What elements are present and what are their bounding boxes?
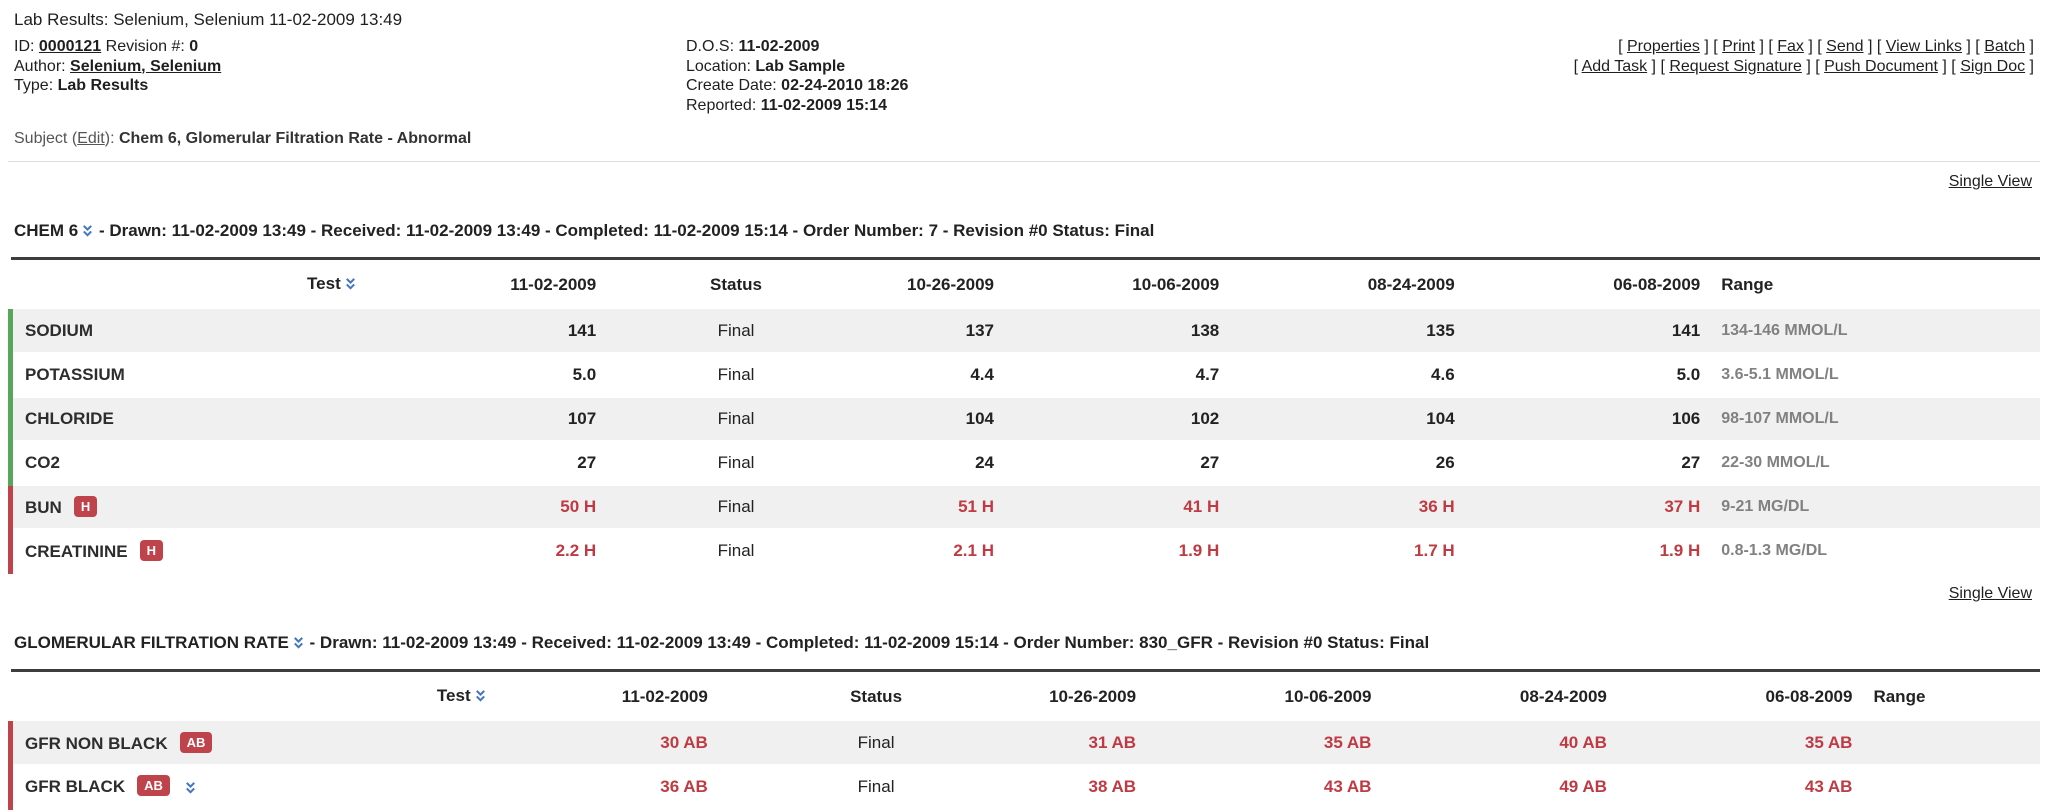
- section-collapse-icon[interactable]: [292, 635, 305, 655]
- action-push-document-link[interactable]: Push Document: [1824, 57, 1938, 75]
- section-header: [8, 221, 2040, 243]
- column-header-range: Range: [1721, 275, 1774, 294]
- subject-edit-link[interactable]: Edit: [77, 130, 105, 147]
- section-header: [8, 633, 2040, 655]
- column-header-10-06-2009: 10-06-2009: [1284, 687, 1372, 706]
- result-value-cell: 106: [1671, 409, 1701, 428]
- action-add-task-link[interactable]: Add Task: [1581, 57, 1648, 75]
- section-meta: - Drawn: 11-02-2009 13:49 - Received: 11-02-2009 13:49 - Completed: 11-02-2009 15:14 - Order Number: 7 - Revision #0 Status: Final: [94, 221, 1155, 240]
- action-batch-link[interactable]: Batch: [1984, 38, 2026, 55]
- test-name: CHLORIDE: [25, 409, 114, 428]
- column-header-status: Status: [710, 275, 763, 294]
- subject-value: Chem 6, Glomerular Filtration Rate - Abnormal: [118, 130, 472, 147]
- column-header-test: [11, 671, 502, 722]
- dos-line: [686, 37, 1574, 57]
- action-links-row: [ Properties ] [ Print ] [ Fax ] [ Send ] [ View Links ] [ Batch ]: [1618, 38, 2034, 55]
- table-row-sodium: [11, 309, 2041, 353]
- status-cell: Final: [717, 541, 755, 560]
- action-send-link[interactable]: Send: [1826, 38, 1864, 55]
- single-view-row: [8, 574, 2040, 603]
- subject-label: Subject: [14, 130, 68, 147]
- result-value-cell: 2.1 H: [953, 541, 994, 560]
- result-value-cell: 27: [577, 453, 597, 472]
- column-header-11-02-2009: 11-02-2009: [621, 687, 708, 706]
- status-cell: Final: [857, 777, 895, 796]
- result-value-cell: 141: [1671, 320, 1701, 340]
- range-cell: 22-30 MMOL/L: [1721, 454, 1830, 471]
- result-value-cell: 35 AB: [1804, 732, 1853, 752]
- document-info: [8, 37, 2040, 115]
- result-value-cell: 4.6: [1431, 365, 1455, 384]
- table-row-bun: [11, 485, 2041, 529]
- column-header-11-02-2009: 11-02-2009: [510, 275, 597, 294]
- status-cell: Final: [717, 409, 755, 428]
- test-name-cell: [11, 485, 372, 529]
- column-header-range: Range: [1873, 687, 1926, 706]
- range-cell: 134-146 MMOL/L: [1721, 321, 1848, 339]
- test-name: GFR NON BLACK: [25, 733, 168, 753]
- result-value-cell: 104: [965, 409, 994, 428]
- range-cell: 0.8-1.3 MG/DL: [1721, 542, 1828, 559]
- document-info-middle: [686, 37, 1574, 115]
- result-value-cell: 49 AB: [1559, 777, 1607, 796]
- test-name-cell: [11, 765, 502, 809]
- document-info-left: [14, 37, 686, 115]
- dos-value: 11-02-2009: [738, 38, 820, 55]
- action-properties-link[interactable]: Properties: [1626, 38, 1700, 55]
- test-sort-icon[interactable]: [474, 688, 487, 708]
- test-name-cell: [11, 309, 372, 353]
- column-header-row: [11, 259, 2041, 310]
- result-value-cell: 37 H: [1664, 497, 1701, 516]
- range-cell: 98-107 MMOL/L: [1721, 410, 1839, 427]
- section-chem-6: [8, 162, 2040, 574]
- location-line: [686, 57, 1574, 77]
- document-id-link[interactable]: 0000121: [38, 38, 102, 55]
- table-row-co2: [11, 441, 2041, 485]
- table-row-potassium: [11, 353, 2041, 397]
- result-value-cell: 5.0: [1676, 365, 1701, 384]
- single-view-link[interactable]: Single View: [1948, 585, 2032, 602]
- column-header-06-08-2009: 06-08-2009: [1765, 687, 1853, 706]
- test-column-label: Test: [436, 686, 471, 705]
- column-header-10-06-2009: 10-06-2009: [1132, 275, 1220, 294]
- test-name-cell: [11, 397, 372, 441]
- create-date-label: Create Date:: [686, 77, 777, 94]
- column-header-test: [11, 259, 372, 310]
- location-value: Lab Sample: [755, 57, 846, 75]
- result-value-cell: 141: [567, 320, 597, 340]
- result-value-cell: 26: [1435, 453, 1455, 472]
- result-value-cell: 24: [975, 453, 994, 472]
- column-header-row: [11, 671, 2041, 722]
- result-value-cell: 43 AB: [1323, 777, 1372, 796]
- range-cell: [1867, 765, 2040, 809]
- result-value-cell: 1.7 H: [1414, 541, 1455, 560]
- create-date-value: 02-24-2010 18:26: [781, 77, 909, 94]
- status-cell: Final: [717, 365, 755, 384]
- test-name-cell: [11, 529, 372, 573]
- test-name: BUN: [25, 498, 62, 517]
- author-link[interactable]: Selenium, Selenium: [70, 57, 222, 75]
- abnormal-flag-badge: AB: [137, 775, 170, 796]
- type-line: [14, 76, 686, 96]
- section-collapse-icon[interactable]: [81, 223, 94, 243]
- result-value-cell: 50 H: [560, 497, 597, 516]
- table-row-chloride: [11, 397, 2041, 441]
- id-revision-line: [14, 37, 686, 57]
- abnormal-flag-badge: AB: [180, 732, 213, 753]
- test-column-label: Test: [307, 274, 341, 293]
- result-value-cell: 35 AB: [1323, 732, 1372, 752]
- column-header-06-08-2009: 06-08-2009: [1613, 275, 1701, 294]
- result-value-cell: 41 H: [1183, 497, 1220, 516]
- result-value-cell: 135: [1426, 320, 1455, 340]
- section-glomerular-filtration-rate: [8, 574, 2040, 810]
- test-name: GFR BLACK: [25, 776, 126, 796]
- result-value-cell: 31 AB: [1088, 732, 1137, 752]
- result-value-cell: 1.9 H: [1178, 541, 1220, 560]
- reported-label: Reported:: [686, 96, 757, 114]
- action-links-row: [ Add Task ] [ Request Signature ] [ Push Document ] [ Sign Doc ]: [1573, 57, 2034, 75]
- result-value-cell: 30 AB: [660, 732, 708, 752]
- action-fax-link[interactable]: Fax: [1777, 38, 1804, 55]
- id-label: ID:: [14, 38, 35, 55]
- action-request-signature-link[interactable]: Request Signature: [1669, 57, 1802, 75]
- result-value-cell: 36 AB: [660, 777, 708, 796]
- test-sort-icon[interactable]: [344, 276, 357, 296]
- subject-row: Subject (Edit): Chem 6, Glomerular Filtration Rate - Abnormal: [14, 130, 472, 147]
- revision-label: Revision #:: [105, 38, 185, 55]
- author-line: [14, 57, 686, 77]
- test-name-cell: [11, 721, 502, 765]
- status-cell: Final: [717, 497, 755, 516]
- result-value-cell: 137: [965, 320, 994, 340]
- single-view-link[interactable]: Single View: [1948, 173, 2032, 190]
- test-name: SODIUM: [25, 320, 93, 340]
- results-table: [8, 669, 2040, 810]
- result-value-cell: 107: [567, 409, 597, 428]
- result-value-cell: 2.2 H: [555, 541, 597, 560]
- result-value-cell: 4.4: [970, 365, 994, 384]
- result-value-cell: 27: [1681, 453, 1701, 472]
- range-cell: 3.6-5.1 MMOL/L: [1721, 366, 1839, 383]
- table-row-creatinine: [11, 529, 2041, 573]
- table-row-gfr-black: [11, 765, 2041, 809]
- result-value-cell: 1.9 H: [1659, 541, 1701, 560]
- result-value-cell: 102: [1190, 409, 1220, 428]
- result-value-cell: 40 AB: [1559, 732, 1607, 752]
- column-header-10-26-2009: 10-26-2009: [907, 275, 994, 294]
- reported-value: 11-02-2009 15:14: [760, 96, 888, 114]
- abnormal-flag-badge: H: [140, 540, 163, 561]
- table-row-gfr-non-black: [11, 721, 2041, 765]
- location-label: Location:: [686, 57, 751, 75]
- result-value-cell: 51 H: [958, 497, 994, 516]
- test-name-cell: [11, 441, 372, 485]
- column-header-10-26-2009: 10-26-2009: [1049, 687, 1137, 706]
- status-cell: Final: [717, 320, 755, 340]
- test-name-cell: [11, 353, 372, 397]
- abnormal-flag-badge: H: [74, 496, 97, 517]
- result-value-cell: 38 AB: [1088, 777, 1137, 796]
- column-header-08-24-2009: 08-24-2009: [1519, 687, 1607, 706]
- dos-label: D.O.S:: [686, 38, 735, 55]
- status-cell: Final: [857, 732, 895, 752]
- column-header-status: Status: [850, 687, 903, 706]
- action-sign-doc-link[interactable]: Sign Doc: [1960, 57, 2026, 75]
- test-name: CO2: [25, 453, 60, 472]
- test-name: CREATININE: [25, 542, 128, 561]
- result-value-cell: 27: [1200, 453, 1220, 472]
- test-name: POTASSIUM: [25, 365, 125, 384]
- result-value-cell: 4.7: [1195, 365, 1220, 384]
- results-table: [8, 257, 2040, 574]
- result-sections: [8, 162, 2040, 810]
- single-view-row: [8, 162, 2040, 191]
- range-cell: [1867, 721, 2040, 765]
- action-print-link[interactable]: Print: [1722, 38, 1756, 55]
- status-cell: Final: [717, 453, 755, 472]
- result-value-cell: 36 H: [1418, 497, 1455, 516]
- range-cell: 9-21 MG/DL: [1721, 498, 1810, 515]
- section-name: CHEM 6: [14, 221, 79, 240]
- author-label: Author:: [14, 57, 66, 75]
- action-links: [1574, 37, 2040, 115]
- result-value-cell: 5.0: [572, 365, 597, 384]
- section-meta: - Drawn: 11-02-2009 13:49 - Received: 11-02-2009 13:49 - Completed: 11-02-2009 15:14 - Order Number: 830_GFR - Revision #0 Status: Final: [304, 633, 1430, 652]
- action-view-links-link[interactable]: View Links: [1885, 38, 1962, 55]
- page-title: Lab Results: Selenium, Selenium 11-02-2009 13:49: [14, 10, 403, 29]
- result-value-cell: 104: [1426, 409, 1455, 428]
- expand-row-icon[interactable]: [184, 780, 197, 800]
- reported-line: [686, 96, 1574, 116]
- create-date-line: [686, 76, 1574, 96]
- type-label: Type:: [14, 77, 54, 94]
- revision-value: 0: [189, 38, 199, 55]
- type-value: Lab Results: [57, 77, 149, 94]
- column-header-08-24-2009: 08-24-2009: [1367, 275, 1455, 294]
- section-name: GLOMERULAR FILTRATION RATE: [14, 633, 289, 652]
- result-value-cell: 138: [1190, 320, 1220, 340]
- result-value-cell: 43 AB: [1804, 777, 1853, 796]
